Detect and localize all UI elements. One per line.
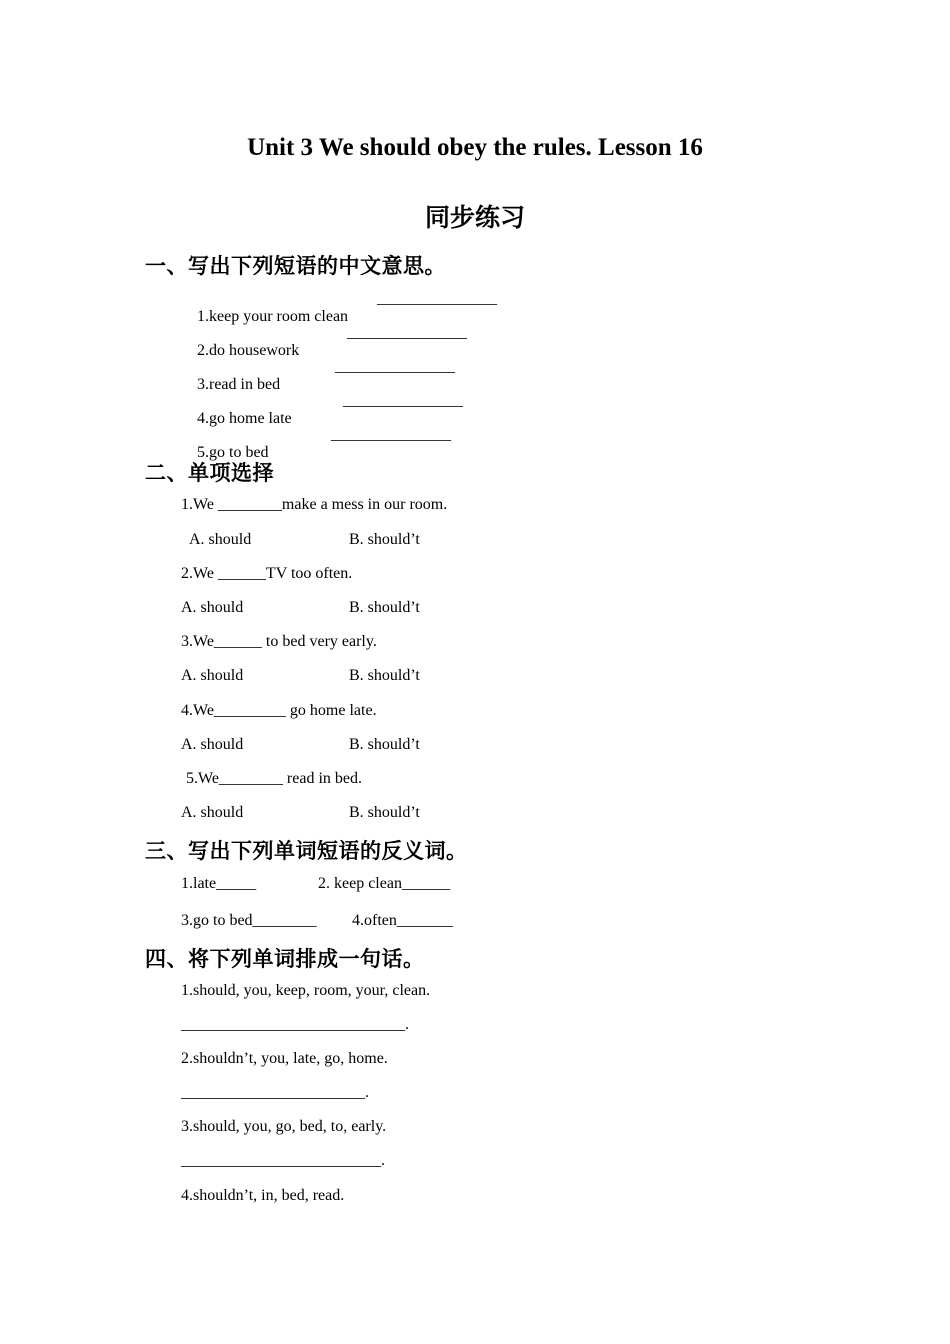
- section-1-answer-blank-5[interactable]: _______________: [331, 426, 451, 443]
- section-3-heading: 三、写出下列单词短语的反义词。: [145, 839, 468, 863]
- question-2-stem: 2.We ______TV too often.: [181, 565, 353, 582]
- page-title: Unit 3 We should obey the rules. Lesson 16: [247, 134, 703, 161]
- reorder-item-4-words: 4.shouldn’t, in, bed, read.: [181, 1187, 345, 1204]
- question-1-option-a[interactable]: A. should: [189, 531, 252, 548]
- reorder-item-1-answer[interactable]: ____________________________.: [181, 1016, 409, 1033]
- phrase-text: 1.keep your room clean: [197, 308, 349, 325]
- section-1-answer-blank-1[interactable]: _______________: [377, 290, 497, 307]
- section-1-answer-blank-2[interactable]: _______________: [347, 324, 467, 341]
- phrase-text: 5.go to bed: [197, 444, 269, 461]
- page-subtitle: 同步练习: [424, 205, 525, 232]
- phrase-text: 3.read in bed: [197, 376, 281, 393]
- section-1-heading: 一、写出下列短语的中文意思。: [145, 254, 446, 278]
- section-4-heading: 四、将下列单词排成一句话。: [145, 947, 425, 971]
- antonym-item-4[interactable]: 4.often_______: [352, 912, 453, 929]
- phrase-text: 2.do housework: [197, 342, 300, 359]
- question-3-stem: 3.We______ to bed very early.: [181, 633, 377, 650]
- question-5-option-a[interactable]: A. should: [181, 804, 244, 821]
- question-4-stem: 4.We_________ go home late.: [181, 702, 377, 719]
- section-1-answer-blank-3[interactable]: _______________: [335, 358, 455, 375]
- antonym-item-1[interactable]: 1.late_____: [181, 875, 257, 892]
- reorder-item-3-words: 3.should, you, go, bed, to, early.: [181, 1118, 387, 1135]
- antonym-item-3[interactable]: 3.go to bed________: [181, 912, 317, 929]
- question-4-option-b[interactable]: B. should’t: [349, 736, 420, 753]
- question-4-option-a[interactable]: A. should: [181, 736, 244, 753]
- question-2-option-a[interactable]: A. should: [181, 599, 244, 616]
- reorder-item-3-answer[interactable]: _________________________.: [181, 1152, 385, 1169]
- reorder-item-1-words: 1.should, you, keep, room, your, clean.: [181, 982, 431, 999]
- question-3-option-a[interactable]: A. should: [181, 667, 244, 684]
- question-3-option-b[interactable]: B. should’t: [349, 667, 420, 684]
- question-5-stem: 5.We________ read in bed.: [186, 770, 362, 787]
- question-5-option-b[interactable]: B. should’t: [349, 804, 420, 821]
- question-1-option-b[interactable]: B. should’t: [349, 531, 420, 548]
- reorder-item-2-words: 2.shouldn’t, you, late, go, home.: [181, 1050, 388, 1067]
- reorder-item-2-answer[interactable]: _______________________.: [181, 1084, 369, 1101]
- section-2-heading: 二、单项选择: [145, 461, 274, 485]
- question-2-option-b[interactable]: B. should’t: [349, 599, 420, 616]
- section-1-answer-blank-4[interactable]: _______________: [343, 392, 463, 409]
- antonym-item-2[interactable]: 2. keep clean______: [318, 875, 450, 892]
- question-1-stem: 1.We ________make a mess in our room.: [181, 496, 448, 513]
- phrase-text: 4.go home late: [197, 410, 292, 427]
